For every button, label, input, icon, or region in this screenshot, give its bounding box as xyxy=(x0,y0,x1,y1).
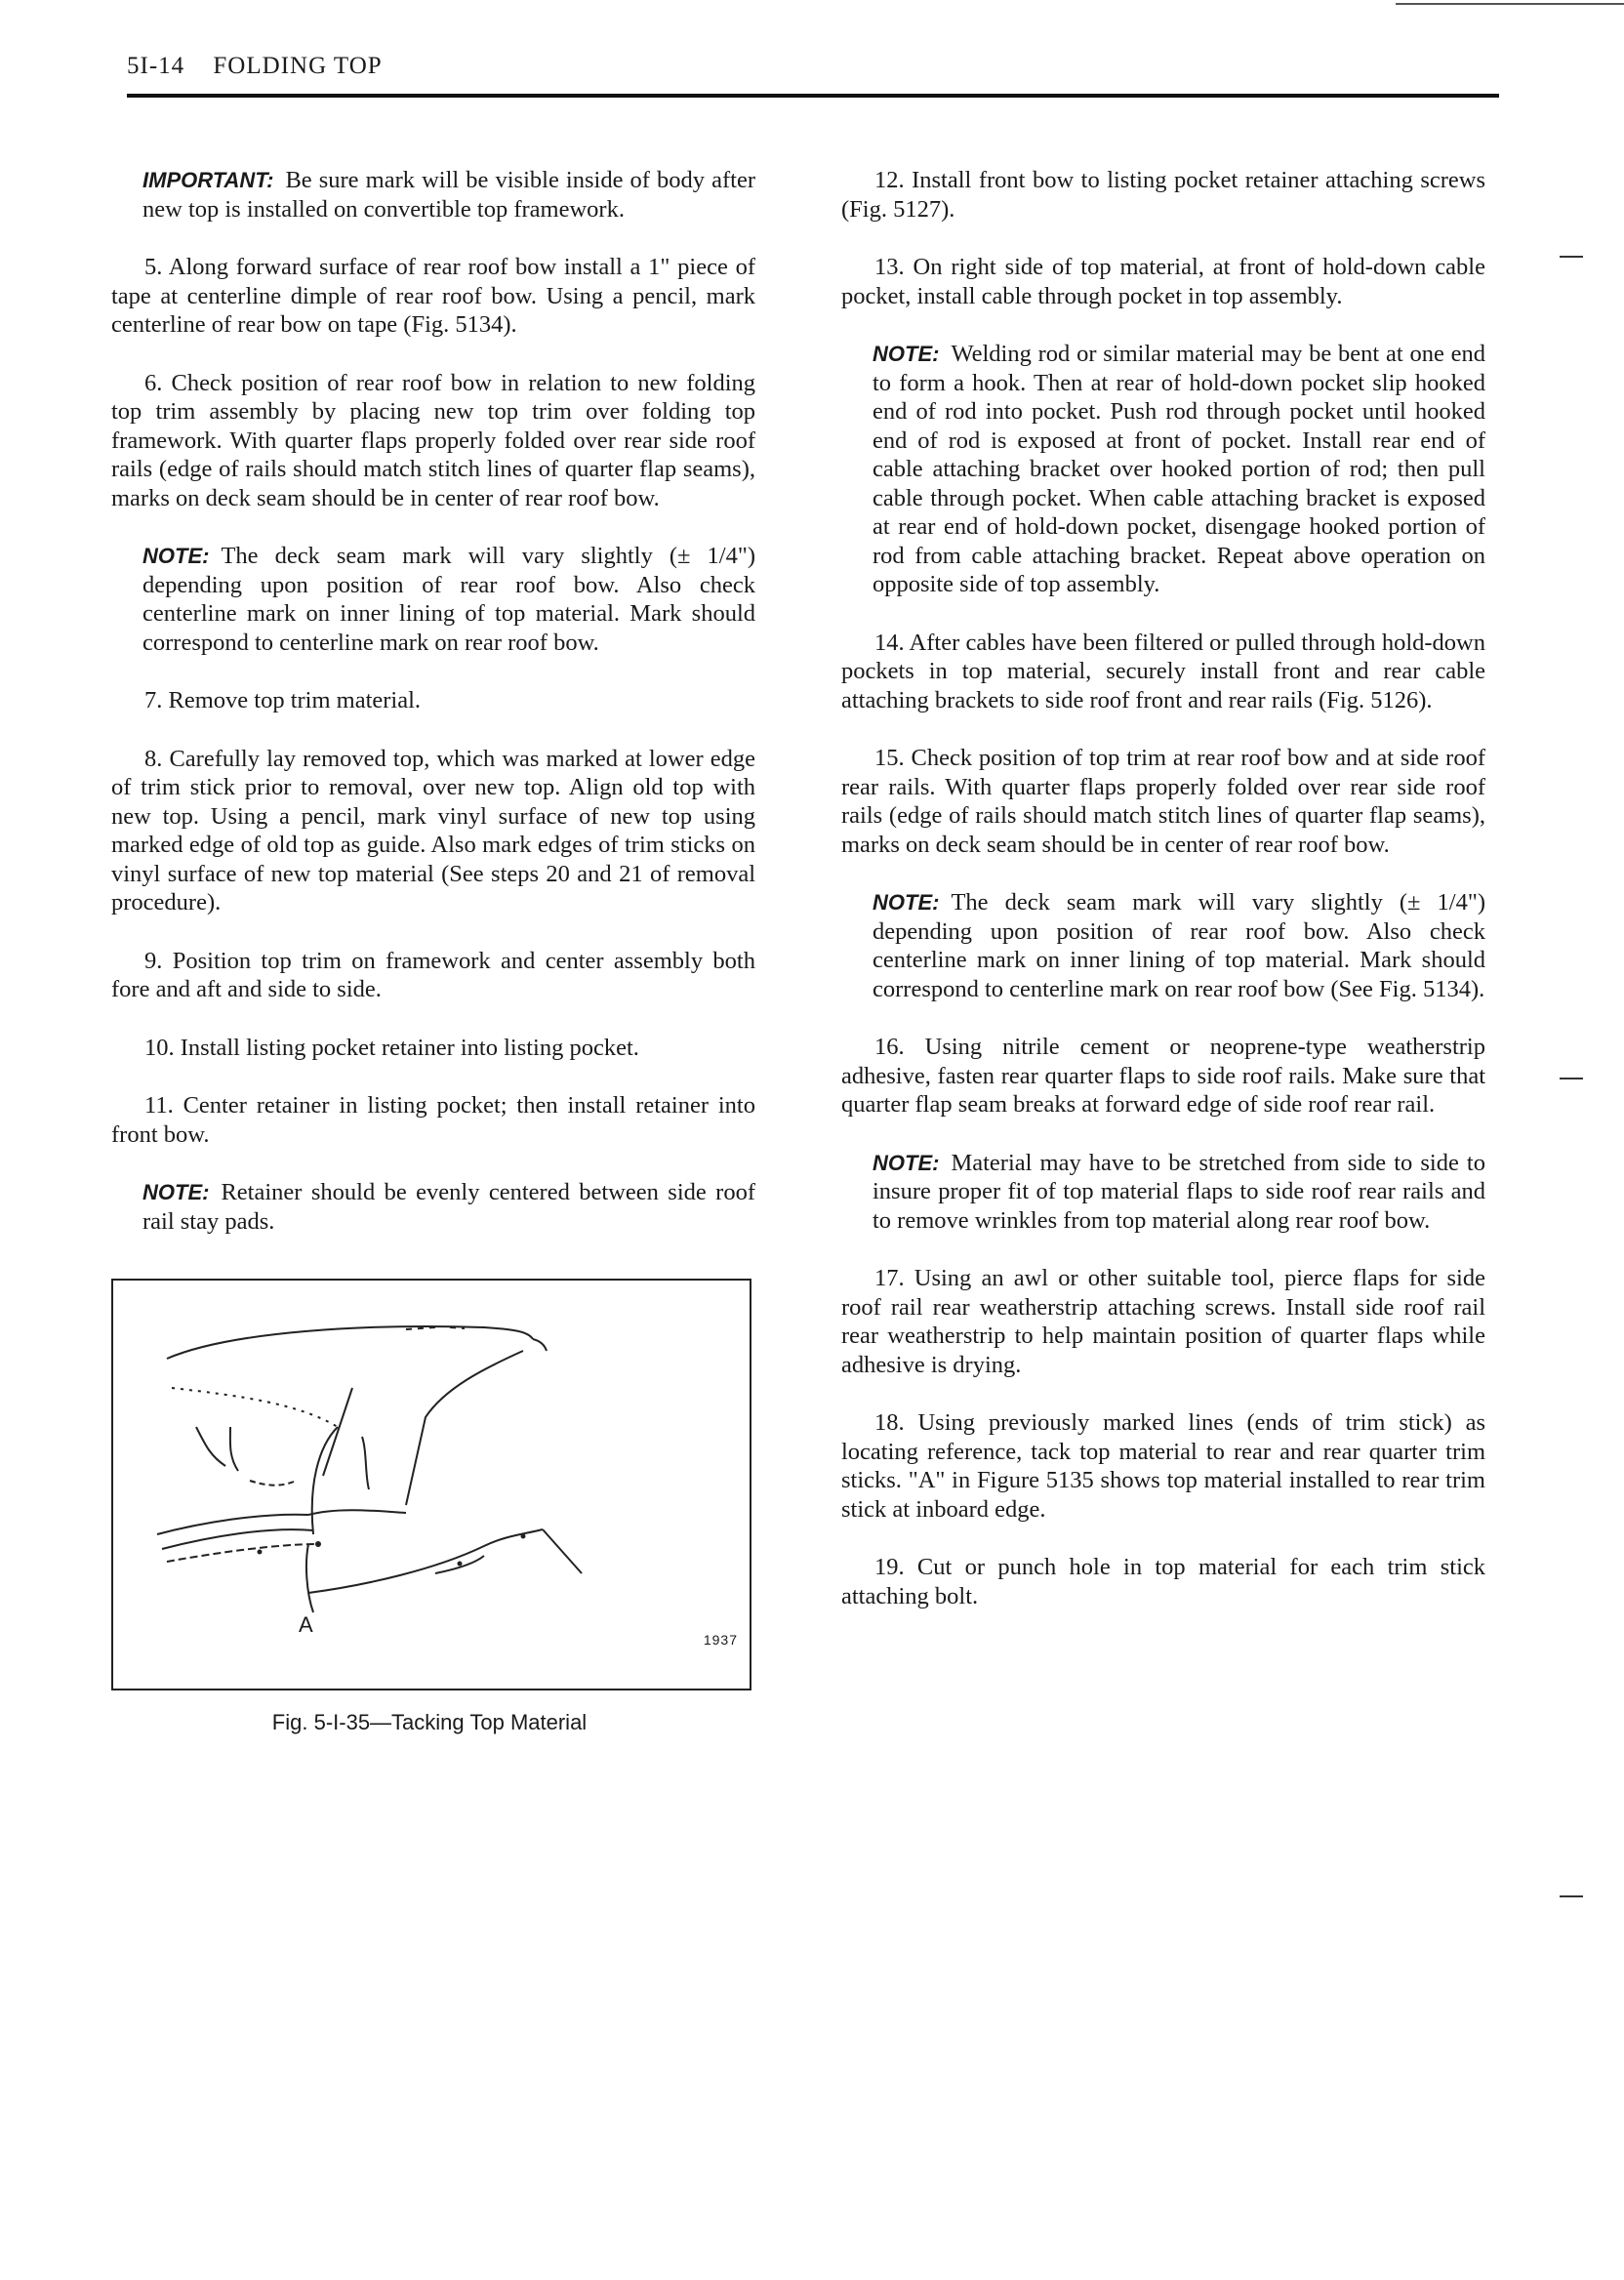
right-column xyxy=(841,166,1485,1640)
header-rule xyxy=(127,94,1499,98)
step-15: 15. Check position of top trim at rear roof bow and at side roof rear rails. With quarter flaps properly folded over rear side roof rails (edge of rails should match stitch lines of quarter flap seams), marks on deck seam should be in center of rear roof bow. xyxy=(841,745,1485,858)
section-title: FOLDING TOP xyxy=(213,53,383,79)
note-text: Material may have to be stretched from side to side to insure proper fit of top material flaps to side roof rear rails and to remove wrinkles from top material along rear roof bow. xyxy=(873,1149,1485,1234)
tack-marker xyxy=(458,1562,463,1567)
note-label: NOTE: xyxy=(873,1150,940,1175)
step-11: 11. Center retainer in listing pocket; then install retainer into front bow. xyxy=(111,1092,755,1148)
page-header xyxy=(127,53,383,80)
step-19: 19. Cut or punch hole in top material for each trim stick attaching bolt. xyxy=(841,1554,1485,1609)
step-18: 18. Using previously marked lines (ends of trim stick) as locating reference, tack top material to rear and rear quarter trim sticks. "A" in Figure 5135 shows top material installed to rear trim stick at inboard edge. xyxy=(841,1409,1485,1523)
note-text: Welding rod or similar material may be bent at one end to form a hook. Then at rear of hold-down pocket slip hooked end of rod into pocket. Push rod through pocket until hooked end of rod is exposed at front of pocket. Install rear end of cable attaching bracket over hooked portion of rod; then pull cable through pocket. When cable attaching bracket is exposed at rear end of hold-down pocket, disengage hooked portion of rod from cable attaching bracket. Repeat above operation on opposite side of top assembly. xyxy=(873,341,1485,597)
step-9: 9. Position top trim on framework and center assembly both fore and aft and side to side. xyxy=(111,947,755,1002)
margin-tick xyxy=(1560,1895,1583,1897)
note-text: The deck seam mark will vary slightly (± 1/4") depending upon position of rear roof bow. Also check centerline mark on inner lining of top material. Mark should correspond to centerline mark on rear roof bow (See Fig. 5134). xyxy=(873,889,1485,1002)
margin-tick xyxy=(1560,1078,1583,1079)
note-label: NOTE: xyxy=(873,342,940,366)
note-stretch-material xyxy=(841,1149,1485,1236)
note-label: NOTE: xyxy=(873,890,940,915)
note-text: The deck seam mark will vary slightly (± 1/4") depending upon position of rear roof bow. Also check centerline mark on inner lining of top material. Mark should correspond to centerline mark on rear roof bow. xyxy=(142,543,755,656)
note-deck-seam-2 xyxy=(841,888,1485,1003)
note-label: NOTE: xyxy=(142,1180,210,1204)
step-7: 7. Remove top trim material. xyxy=(144,687,422,713)
margin-tick xyxy=(1560,256,1583,258)
left-column xyxy=(111,166,755,1737)
note-deck-seam xyxy=(111,542,755,657)
step-17: 17. Using an awl or other suitable tool, pierce flaps for side roof rail rear weatherstrip attaching screws. Install side roof rail rear weatherstrip to help maintain position of quarter flaps while adhesive is drying. xyxy=(841,1265,1485,1378)
step-16: 16. Using nitrile cement or neoprene-type weatherstrip adhesive, fasten rear quarter flaps to side roof rails. Make sure that quarter flap seam breaks at forward edge of side roof rear rail. xyxy=(841,1034,1485,1118)
step-5: 5. Along forward surface of rear roof bow install a 1" piece of tape at centerline dimple of rear roof bow. Using a pencil, mark centerline of rear bow on tape (Fig. 5134). xyxy=(111,254,755,338)
tacking-top-illustration xyxy=(113,1281,750,1689)
page-number: 5I-14 xyxy=(127,53,185,79)
step-14: 14. After cables have been filtered or pulled through hold-down pockets in top material, securely install front and rear cable attaching brackets to side roof front and rear rails (Fig. 5126). xyxy=(841,629,1485,713)
tack-marker xyxy=(521,1534,526,1539)
figure-number: 1937 xyxy=(703,1632,738,1648)
note-retainer xyxy=(111,1178,755,1236)
important-label: IMPORTANT: xyxy=(142,168,274,192)
step-13: 13. On right side of top material, at front of hold-down cable pocket, install cable through pocket in top assembly. xyxy=(841,254,1485,309)
tack-marker xyxy=(258,1550,263,1555)
important-paragraph xyxy=(111,166,755,224)
figure-label-a: A xyxy=(299,1612,313,1637)
note-label: NOTE: xyxy=(142,544,210,568)
note-welding-rod xyxy=(841,340,1485,599)
corner-rule xyxy=(1396,3,1624,5)
figure-5-1-35 xyxy=(111,1279,751,1690)
step-8: 8. Carefully lay removed top, which was marked at lower edge of trim stick prior to removal, over new top. Align old top with new top. Using a pencil, mark vinyl surface of new top using marked edge of old top as guide. Also mark edges of trim sticks on vinyl surface of new top material (See steps 20 and 21 of removal procedure). xyxy=(111,745,755,916)
step-6: 6. Check position of rear roof bow in relation to new folding top trim assembly by placing new top trim over folding top framework. With quarter flaps properly folded over rear side roof rails (edge of rails should match stitch lines of quarter flap seams), marks on deck seam should be in center of rear roof bow. xyxy=(111,369,755,511)
step-10: 10. Install listing pocket retainer into listing pocket. xyxy=(144,1034,639,1061)
tack-marker xyxy=(315,1541,321,1547)
note-text: Retainer should be evenly centered between side roof rail stay pads. xyxy=(142,1179,755,1235)
figure-caption: Fig. 5-I-35—Tacking Top Material xyxy=(271,1710,588,1734)
important-text: Be sure mark will be visible inside of body after new top is installed on convertible top framework. xyxy=(142,167,755,223)
step-12: 12. Install front bow to listing pocket retainer attaching screws (Fig. 5127). xyxy=(841,167,1485,223)
